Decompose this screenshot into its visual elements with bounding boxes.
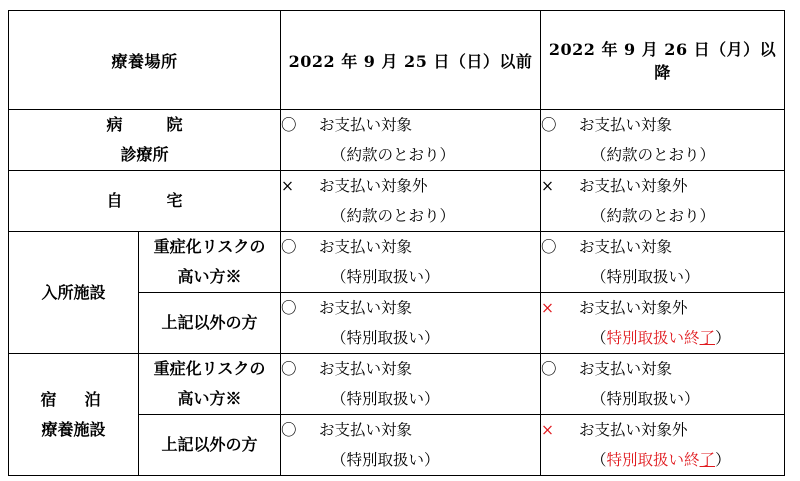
row-facility-high-risk [9, 232, 785, 293]
circle-mark: 〇 [281, 360, 297, 378]
header-before: 2022 年 9 月 25 日（日）以前 [281, 11, 541, 110]
row-hospital [9, 110, 785, 171]
status-text: お支払い対象 [579, 238, 673, 256]
status-text: お支払い対象 [579, 360, 673, 378]
header-after: 2022 年 9 月 26 日（月）以降 [541, 11, 785, 110]
place-hospital-line2: 診療所 [120, 145, 169, 164]
note-ended-text: 特別取扱い終 [606, 451, 700, 469]
cond-facility-high-risk [139, 232, 281, 293]
lodging-high-risk-before [281, 354, 541, 415]
note-open-paren: （ [591, 329, 607, 347]
circle-mark: 〇 [541, 360, 557, 378]
note-text: （特別取扱い） [591, 390, 700, 408]
cond-facility-other: 上記以外の方 [139, 293, 281, 354]
hospital-before [281, 110, 541, 171]
status-text: お支払い対象 [319, 360, 413, 378]
circle-mark: 〇 [281, 238, 297, 256]
cond-lodging-other: 上記以外の方 [139, 415, 281, 476]
note-ended-text: 特別取扱い終 [606, 329, 700, 347]
cond-line2: 高い方※ [177, 389, 242, 408]
cross-mark: × [541, 421, 555, 439]
facility-high-risk-after [541, 232, 785, 293]
status-text: お支払い対象 [319, 421, 413, 439]
cross-mark: × [281, 177, 295, 195]
note-close-paren: ） [715, 329, 731, 347]
note-ended-underlined: 了 [699, 329, 716, 347]
note-close-paren: ） [715, 451, 731, 469]
facility-other-after [541, 293, 785, 354]
status-text: お支払い対象 [319, 238, 413, 256]
place-lodging-line2: 療養施設 [41, 419, 106, 439]
cross-mark: × [541, 177, 555, 195]
place-lodging [9, 354, 139, 476]
note-text: （特別取扱い） [591, 268, 700, 286]
place-lodging-line1: 宿 泊 [40, 389, 107, 409]
lodging-other-after [541, 415, 785, 476]
status-text: お支払い対象外 [319, 177, 428, 195]
status-text: お支払い対象 [319, 116, 413, 134]
note-text [541, 323, 784, 353]
note-ended-underlined: 了 [699, 451, 716, 469]
cond-line2: 高い方※ [177, 267, 242, 286]
cond-lodging-high-risk [139, 354, 281, 415]
place-home [9, 171, 281, 232]
place-home-label: 自 宅 [106, 191, 197, 210]
circle-mark: 〇 [281, 421, 297, 439]
lodging-other-before [281, 415, 541, 476]
lodging-high-risk-after [541, 354, 785, 415]
note-text: （特別取扱い） [331, 451, 440, 469]
status-text: お支払い対象外 [579, 177, 688, 195]
status-text: お支払い対象 [579, 116, 673, 134]
header-row [9, 11, 785, 110]
place-hospital-line1: 病 院 [106, 115, 197, 134]
row-lodging-high-risk [9, 354, 785, 415]
place-hospital [9, 110, 281, 171]
status-text: お支払い対象外 [579, 421, 688, 439]
status-text: お支払い対象外 [579, 299, 688, 317]
circle-mark: 〇 [281, 116, 297, 134]
row-home [9, 171, 785, 232]
facility-other-before [281, 293, 541, 354]
home-before [281, 171, 541, 232]
circle-mark: 〇 [281, 299, 297, 317]
hospital-after [541, 110, 785, 171]
note-text: （約款のとおり） [331, 207, 456, 225]
note-text [541, 445, 784, 475]
note-text: （特別取扱い） [331, 268, 440, 286]
note-text: （約款のとおり） [331, 146, 456, 164]
coverage-table [8, 10, 785, 476]
cond-line1: 重症化リスクの [153, 359, 266, 378]
circle-mark: 〇 [541, 238, 557, 256]
note-text: （特別取扱い） [331, 390, 440, 408]
facility-high-risk-before [281, 232, 541, 293]
note-text: （特別取扱い） [331, 329, 440, 347]
note-text: （約款のとおり） [591, 146, 716, 164]
status-text: お支払い対象 [319, 299, 413, 317]
cross-mark: × [541, 299, 555, 317]
place-facility: 入所施設 [9, 232, 139, 354]
note-open-paren: （ [591, 451, 607, 469]
home-after [541, 171, 785, 232]
note-text: （約款のとおり） [591, 207, 716, 225]
header-place: 療養場所 [9, 11, 281, 110]
cond-line1: 重症化リスクの [153, 237, 266, 256]
circle-mark: 〇 [541, 116, 557, 134]
